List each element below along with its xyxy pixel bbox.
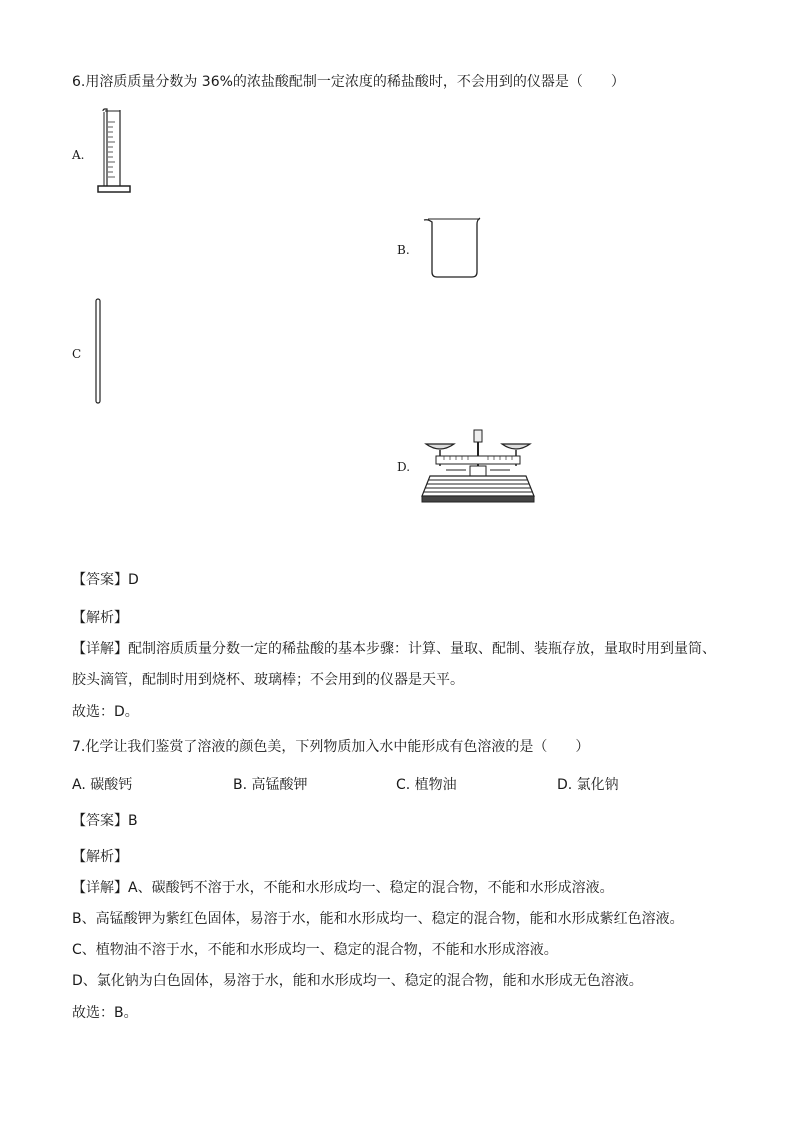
question-7-text: 7.化学让我们鉴赏了溶液的颜色美，下列物质加入水中能形成有色溶液的是（ ） <box>72 739 590 755</box>
option-b-label: B. <box>397 243 410 257</box>
q7-detail-a: 【详解】A、碳酸钙不溶于水，不能和水形成均一、稳定的混合物，不能和水形成溶液。 <box>72 880 614 896</box>
q7-analysis-title: 【解析】 <box>72 849 128 865</box>
beaker-icon <box>422 216 484 280</box>
q7-option-d: D. 氯化钠 <box>557 777 619 793</box>
q6-conclusion: 故选：D。 <box>72 704 139 720</box>
option-d-label: D. <box>397 460 411 474</box>
q7-answer: 【答案】B <box>72 813 138 829</box>
graduated-cylinder-icon <box>96 108 136 196</box>
question-6-text: 6.用溶质质量分数为 36%的浓盐酸配制一定浓度的稀盐酸时，不会用到的仪器是（ ） <box>72 74 625 90</box>
q7-conclusion: 故选：B。 <box>72 1005 138 1021</box>
q6-detail-line-2: 胶头滴管，配制时用到烧杯、玻璃棒；不会用到的仪器是天平。 <box>72 672 464 688</box>
q7-option-c: C. 植物油 <box>396 777 457 793</box>
q7-option-a: A. 碳酸钙 <box>72 777 133 793</box>
balance-scale-icon <box>422 426 538 508</box>
option-a-label: A. <box>72 148 85 162</box>
q6-answer: 【答案】D <box>72 572 139 588</box>
q7-detail-b: B、高锰酸钾为紫红色固体，易溶于水，能和水形成均一、稳定的混合物，能和水形成紫红色溶液。 <box>72 911 684 927</box>
glass-rod-icon <box>94 297 104 407</box>
q7-detail-c: C、植物油不溶于水，不能和水形成均一、稳定的混合物，不能和水形成溶液。 <box>72 942 558 958</box>
q7-detail-d: D、氯化钠为白色固体，易溶于水，能和水形成均一、稳定的混合物，能和水形成无色溶液。 <box>72 973 643 989</box>
q7-option-b: B. 高锰酸钾 <box>233 777 308 793</box>
q6-analysis-title: 【解析】 <box>72 610 128 626</box>
q6-detail-line-1: 【详解】配制溶质质量分数一定的稀盐酸的基本步骤：计算、量取、配制、装瓶存放，量取时用到量筒、 <box>72 641 716 657</box>
option-c-label: C <box>72 347 82 361</box>
